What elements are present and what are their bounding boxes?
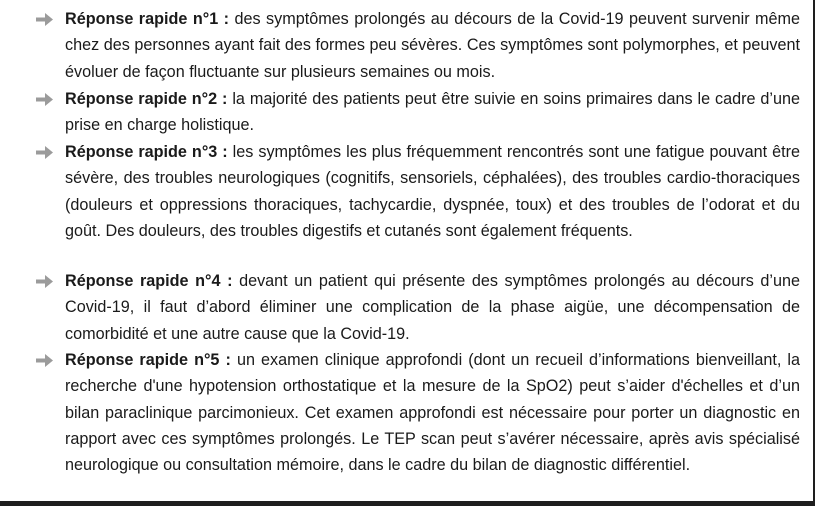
right-arrow-icon: [36, 354, 53, 367]
right-arrow-icon: [36, 275, 53, 288]
response-text: des symptômes prolongés au décours de la Covid-19 peuvent survenir même chez des personnes ayant fait des formes peu sévères. Ces symptômes sont polymorphes, et peuvent évoluer de façon fluctuante sur plusieurs semaines ou mois.: [65, 10, 800, 81]
response-title: Réponse rapide n°2 :: [65, 90, 228, 108]
response-text: devant un patient qui présente des symptômes prolongés au décours d’une Covid-19, il faut d’abord éliminer une complication de la phase aigüe, une décompensation de comorbidité et une autre cause que la Covid-19.: [65, 272, 800, 343]
quick-response-1: [36, 6, 800, 85]
right-arrow-icon: [36, 146, 53, 159]
response-text: les symptômes les plus fréquemment rencontrés sont une fatigue pouvant être sévère, des troubles neurologiques (cognitifs, sensoriels, céphalées), des troubles cardio-thoraciques (douleurs et oppressions thoraciques, tachycardie, dyspnée, toux) et des troubles de l’odorat et du goût. Des douleurs, des troubles digestifs et cutanés sont également fréquents.: [65, 143, 801, 240]
quick-response-3: [36, 139, 800, 244]
response-title: Réponse rapide n°4 :: [65, 272, 233, 290]
response-text: la majorité des patients peut être suivie en soins primaires dans le cadre d’une prise en charge holistique.: [65, 90, 801, 135]
quick-response-2: [36, 86, 800, 139]
page-border-bottom: [0, 501, 815, 506]
response-title: Réponse rapide n°3 :: [65, 143, 228, 161]
response-title: Réponse rapide n°5 :: [65, 351, 231, 369]
response-text: un examen clinique approfondi (dont un recueil d’informations bienveillant, la recherche d'une hypotension orthostatique et la mesure de la SpO2) peut s’aider d'échelles et d’un bilan paraclinique parcimonieux. Cet examen approfondi est nécessaire pour porter un diagnostic en rapport avec ces symptômes prolongés. Le TEP scan peut s’avérer nécessaire, après avis spécialisé neurologique ou consultation mémoire, dans le cadre du bilan de diagnostic différentiel.: [65, 351, 801, 475]
right-arrow-icon: [36, 93, 53, 106]
right-arrow-icon: [36, 13, 53, 26]
response-title: Réponse rapide n°1 :: [65, 10, 230, 28]
quick-response-4: [36, 268, 800, 347]
quick-response-5: [36, 347, 800, 478]
